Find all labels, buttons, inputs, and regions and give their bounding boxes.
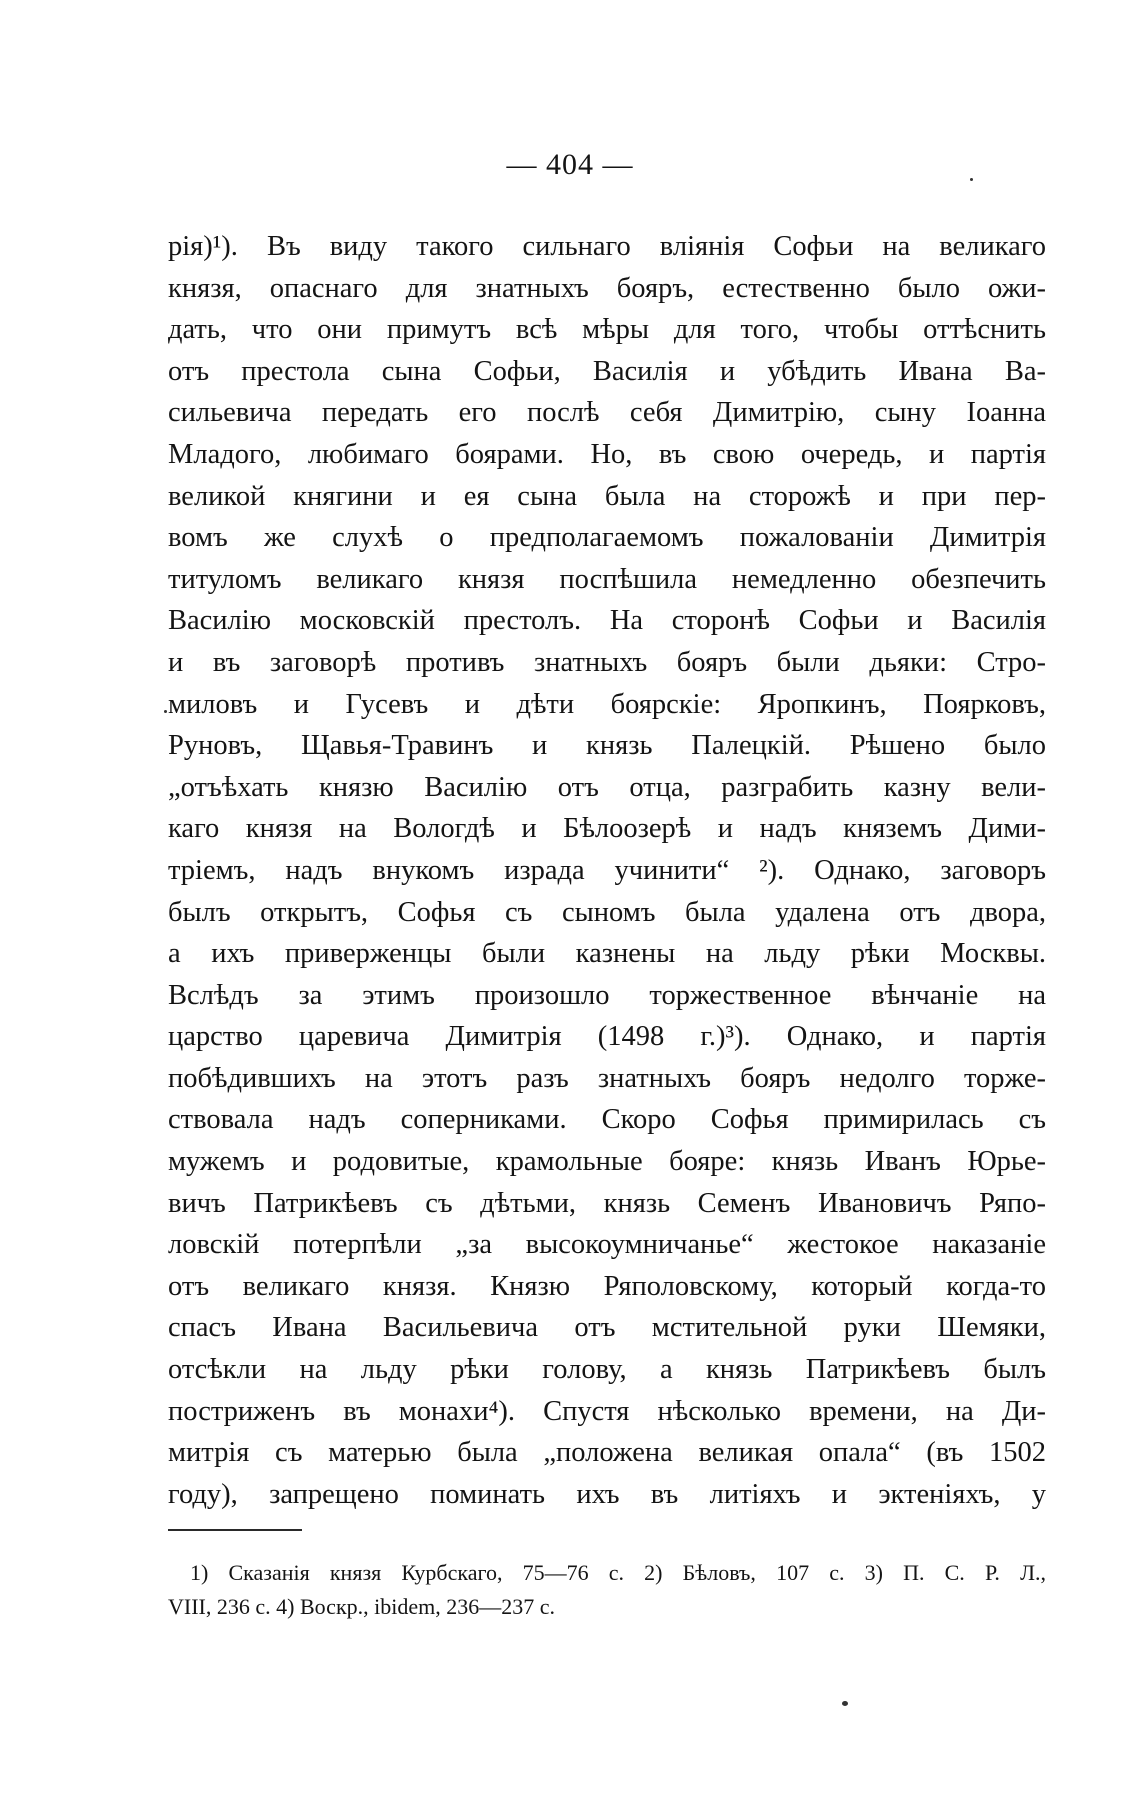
text-line: а ихъ приверженцы были казнены на льду рѣки Москвы. <box>168 938 1046 970</box>
text-line: великой княгини и ея сына была на сторожѣ и при пер- <box>168 480 1046 512</box>
text-line: и въ заговорѣ противъ знатныхъ бояръ были дьяки: Стро- <box>168 646 1046 678</box>
footnotes <box>168 1556 1046 1624</box>
text-line: Руновъ, Щавья-Травинъ и князь Палецкій. Рѣшено было <box>168 730 1046 762</box>
footnote-line: VIII, 236 с. 4) Воскр., ibidem, 236—237 с. <box>168 1594 555 1619</box>
text-line: отъ великаго князя. Князю Ряполовскому, который когда-то <box>168 1270 1046 1302</box>
text-line: спасъ Ивана Васильевича отъ мстительной руки Шемяки, <box>168 1312 1046 1344</box>
footnote-divider <box>168 1529 302 1531</box>
text-line: году), запрещено поминать ихъ въ литіяхъ и эктеніяхъ, у <box>168 1478 1046 1510</box>
text-line: ствовала надъ соперниками. Скоро Софья примирилась съ <box>168 1104 1046 1136</box>
text-line: Василію московскій престолъ. На сторонѣ Софьи и Василія <box>168 605 1046 637</box>
print-speck <box>970 178 973 181</box>
text-line: ловскій потерпѣли „за высокоумничанье“ жестокое наказаніе <box>168 1229 1046 1261</box>
text-line: рія)¹). Въ виду такого сильнаго вліянія Софьи на великаго <box>168 231 1046 262</box>
text-line: побѣдившихъ на этотъ разъ знатныхъ бояръ недолго торже- <box>168 1062 1046 1094</box>
text-line: митрія съ матерью была „положена великая опала“ (въ 1502 <box>168 1437 1046 1469</box>
text-line: князя, опаснаго для знатныхъ бояръ, естественно было ожи- <box>168 272 1046 304</box>
text-line: сильевича передать его послѣ себя Димитрію, сыну Іоанна <box>168 397 1046 429</box>
text-line: вомъ же слухѣ о предполагаемомъ пожалованіи Димитрія <box>168 522 1046 554</box>
text-line: мужемъ и родовитые, крамольные бояре: князь Иванъ Юрье- <box>168 1146 1046 1178</box>
main-text <box>168 226 1046 1515</box>
text-line: „отъѣхать князю Василію отъ отца, разграбить казну вели- <box>168 771 1046 803</box>
text-line: отъ престола сына Софьи, Василія и убѣдить Ивана Ва- <box>168 355 1046 387</box>
print-speck <box>842 1701 848 1706</box>
text-line: былъ открытъ, Софья съ сыномъ была удалена отъ двора, <box>168 896 1046 928</box>
text-line: Вслѣдъ за этимъ произошло торжественное вѣнчаніе на <box>168 979 1046 1011</box>
text-line: Младого, любимаго боярами. Но, въ свою очередь, и партія <box>168 438 1046 470</box>
text-line: постриженъ въ монахи⁴). Спустя нѣсколько времени, на Ди- <box>168 1395 1046 1427</box>
text-line: отсѣкли на льду рѣки голову, а князь Патрикѣевъ былъ <box>168 1354 1046 1386</box>
text-line: вичъ Патрикѣевъ съ дѣтьми, князь Семенъ Ивановичъ Ряпо- <box>168 1187 1046 1219</box>
page-number: — 404 — <box>506 148 634 181</box>
text-line: царство царевича Димитрія (1498 г.)³). Однако, и партія <box>168 1021 1046 1053</box>
text-line: каго князя на Вологдѣ и Бѣлоозерѣ и надъ княземъ Дими- <box>168 813 1046 845</box>
text-line: титуломъ великаго князя поспѣшила немедленно обезпечить <box>168 563 1046 595</box>
text-line: тріемъ, надъ внукомъ израда учинити“ ²). Однако, заговоръ <box>168 854 1046 886</box>
text-line: дать, что они примутъ всѣ мѣры для того, чтобы оттѣснить <box>168 314 1046 346</box>
footnote-line: 1) Сказанія князя Курбскаго, 75—76 с. 2) Бѣловъ, 107 с. 3) П. С. Р. Л., <box>190 1560 1046 1585</box>
print-speck <box>164 710 167 713</box>
text-line: миловъ и Гусевъ и дѣти боярскіе: Яропкинъ, Поярковъ, <box>168 688 1046 720</box>
